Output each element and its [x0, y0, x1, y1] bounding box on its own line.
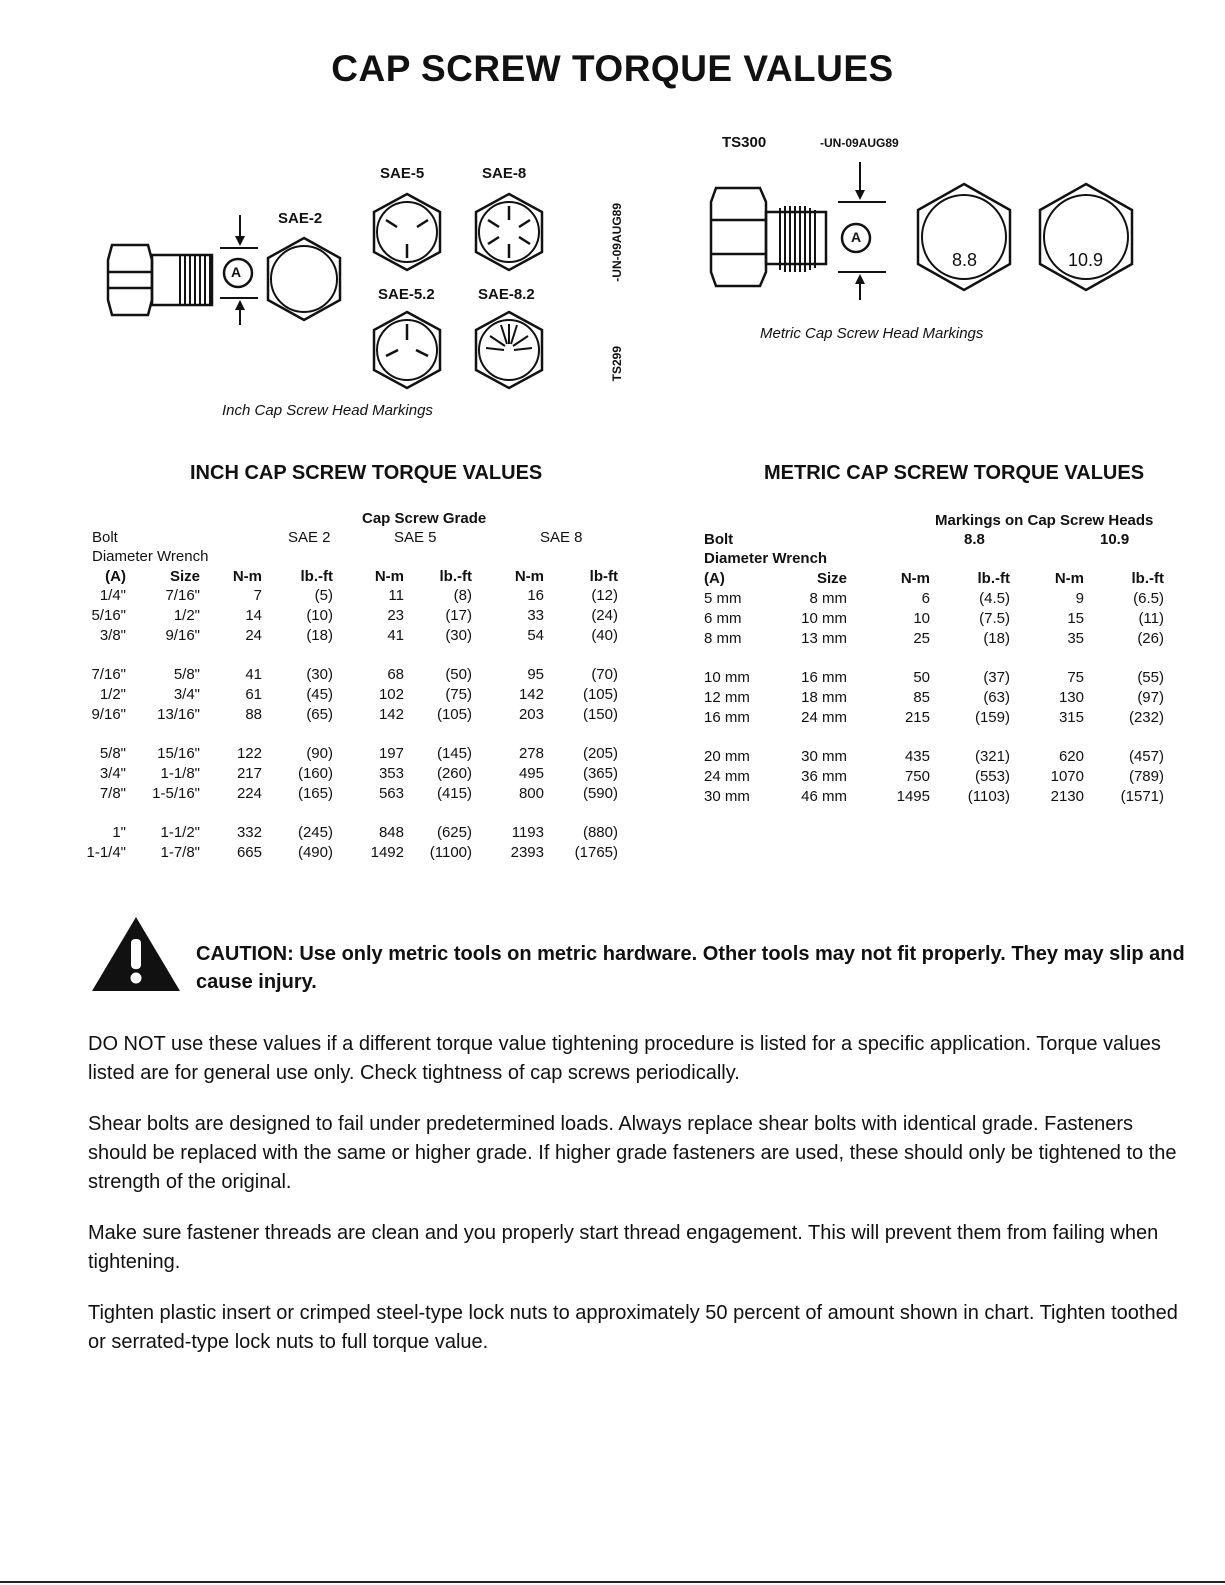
inch-cell: (145): [436, 745, 472, 762]
inch-cell: (18): [306, 627, 333, 644]
inch-cell: (590): [582, 785, 618, 802]
metric-group-header: Markings on Cap Screw Heads: [935, 512, 1154, 529]
metric-figure-caption: Metric Cap Screw Head Markings: [760, 325, 984, 342]
inch-cell: 33: [527, 607, 544, 624]
inch-cell: 224: [236, 785, 262, 802]
inch-cell: (625): [436, 824, 472, 841]
metric-col-header: N-m: [1054, 570, 1084, 587]
grade-label-sae2: SAE-2: [278, 210, 323, 227]
metric-cell: 130: [1058, 689, 1084, 706]
inch-cell: 23: [387, 607, 404, 624]
inch-cell: 2393: [510, 844, 544, 861]
inch-figure-id: TS299: [610, 346, 624, 382]
metric-cell: (1103): [967, 788, 1010, 805]
metric-grade-109: 10.9: [1100, 531, 1130, 548]
inch-cell: (40): [591, 627, 618, 644]
metric-cell: 12 mm: [704, 689, 750, 706]
inch-cell: 61: [245, 686, 262, 703]
metric-cell: (63): [983, 689, 1010, 706]
inch-cell: (205): [582, 745, 618, 762]
paragraph-shear-bolts: Shear bolts are designed to fail under predetermined loads. Always replace shear bolts with identical grade. Fasteners should be replaced with the same or higher grade. If higher grade fasteners are used, these should only be tightened to the strength of the original.: [88, 1113, 1177, 1193]
inch-grade-sae5: SAE 5: [394, 529, 437, 546]
metric-figure-id: TS300: [722, 134, 767, 151]
inch-cell: 9/16": [165, 627, 200, 644]
metric-cell: 30 mm: [704, 788, 750, 805]
inch-cell: (8): [453, 587, 472, 604]
inch-cell: 15/16": [157, 745, 200, 762]
inch-cell: (880): [582, 824, 618, 841]
metric-cell: (321): [974, 748, 1010, 765]
inch-figure-caption: Inch Cap Screw Head Markings: [222, 402, 433, 419]
inch-cell: 7/8": [99, 785, 126, 802]
metric-cell: (26): [1137, 630, 1164, 647]
metric-cell: 215: [904, 709, 930, 726]
inch-head-markings-figure: [90, 160, 610, 430]
inch-cell: 203: [518, 706, 544, 723]
metric-bolt-side-icon: [708, 160, 908, 320]
inch-cell: (105): [436, 706, 472, 723]
inch-cell: 217: [236, 765, 262, 782]
metric-cell: 25: [913, 630, 930, 647]
inch-cell: (17): [445, 607, 472, 624]
inch-grade-sae2: SAE 2: [288, 529, 331, 546]
metric-cell: (7.5): [979, 610, 1010, 627]
metric-cell: 8 mm: [809, 590, 847, 607]
inch-col-header: lb.-ft: [439, 568, 472, 585]
metric-cell: (97): [1137, 689, 1164, 706]
inch-col-header: lb.-ft: [300, 568, 333, 585]
inch-cell: (1765): [574, 844, 618, 861]
inch-cell: 800: [518, 785, 544, 802]
inch-cell: 95: [527, 666, 544, 683]
metric-cell: (18): [983, 630, 1010, 647]
metric-cell: 10 mm: [801, 610, 847, 627]
inch-cell: 5/16": [91, 607, 126, 624]
inch-cell: 197: [378, 745, 404, 762]
inch-cell: 122: [236, 745, 262, 762]
metric-cell: (1571): [1120, 788, 1164, 805]
inch-cell: 353: [378, 765, 404, 782]
warning-triangle-icon: [90, 915, 182, 995]
inch-cell: 3/8": [99, 627, 126, 644]
inch-figure-code: -UN-09AUG89: [610, 203, 624, 282]
metric-cell: (232): [1128, 709, 1164, 726]
hex-head-88-icon: [916, 182, 1012, 292]
metric-col-header: Size: [816, 570, 847, 587]
inch-cell: 54: [527, 627, 544, 644]
inch-cell: (30): [306, 666, 333, 683]
inch-cell: 7: [253, 587, 262, 604]
inch-cell: (50): [445, 666, 472, 683]
inch-cell: 88: [245, 706, 262, 723]
inch-grade-sae8: SAE 8: [540, 529, 583, 546]
inch-cell: 665: [236, 844, 262, 861]
metric-cell: 35: [1067, 630, 1084, 647]
inch-cell: 41: [245, 666, 262, 683]
grade-label-109: 10.9: [1068, 250, 1104, 270]
inch-cell: 332: [236, 824, 262, 841]
metric-cell: (553): [974, 768, 1010, 785]
grade-label-sae82: SAE-8.2: [478, 286, 535, 303]
metric-cell: 30 mm: [801, 748, 847, 765]
inch-cell: (365): [582, 765, 618, 782]
inch-cell: 1-1/2": [160, 824, 200, 841]
inch-cell: (245): [297, 824, 333, 841]
metric-cell: 15: [1067, 610, 1084, 627]
metric-cell: 18 mm: [801, 689, 847, 706]
metric-table-title: METRIC CAP SCREW TORQUE VALUES: [764, 462, 1145, 484]
metric-cell: (159): [974, 709, 1010, 726]
inch-cell: (490): [297, 844, 333, 861]
hex-head-109-icon: [1038, 182, 1134, 292]
inch-cell: (90): [306, 745, 333, 762]
inch-cell: (105): [582, 686, 618, 703]
page-bottom-rule: [0, 1581, 1225, 1583]
metric-cell: 435: [904, 748, 930, 765]
inch-cell: (65): [306, 706, 333, 723]
metric-col-header: (A): [704, 570, 725, 587]
inch-cell: (5): [314, 587, 333, 604]
metric-dimension-a-label: A: [851, 229, 862, 245]
hex-head-sae5-icon: [372, 192, 442, 272]
inch-cell: 3/4": [173, 686, 200, 703]
metric-cell: 9: [1075, 590, 1084, 607]
inch-cell: 7/16": [91, 666, 126, 683]
metric-cell: 6 mm: [704, 610, 742, 627]
metric-cell: (6.5): [1133, 590, 1164, 607]
inch-col-header: N-m: [514, 568, 544, 585]
inch-cell: 142: [378, 706, 404, 723]
hex-head-sae52-icon: [372, 310, 442, 390]
inch-cell: 1-1/8": [160, 765, 200, 782]
inch-cell: 1": [112, 824, 126, 841]
metric-cell: 8 mm: [704, 630, 742, 647]
metric-cell: 16 mm: [704, 709, 750, 726]
inch-cell: 1-5/16": [152, 785, 200, 802]
inch-cell: (12): [591, 587, 618, 604]
inch-cell: 24: [245, 627, 262, 644]
inch-cell: (24): [591, 607, 618, 624]
metric-head-markings-figure: [700, 130, 1180, 350]
inch-cell: 1-1/4": [86, 844, 126, 861]
inch-cell: 41: [387, 627, 404, 644]
inch-cell: 1/2": [173, 607, 200, 624]
inch-bolt-label: Bolt: [92, 529, 118, 546]
metric-cell: 16 mm: [801, 669, 847, 686]
metric-cell: 1070: [1050, 768, 1084, 785]
inch-col-header: lb-ft: [589, 568, 618, 585]
caution-text: CAUTION: Use only metric tools on metric hardware. Other tools may not fit properly. They may slip and cause injury.: [196, 943, 1185, 993]
inch-cell: 563: [378, 785, 404, 802]
metric-cell: 10: [913, 610, 930, 627]
inch-cell: (70): [591, 666, 618, 683]
inch-cell: (260): [436, 765, 472, 782]
inch-cell: 142: [518, 686, 544, 703]
inch-cell: 3/4": [99, 765, 126, 782]
inch-cell: 102: [378, 686, 404, 703]
paragraph-threads: Make sure fastener threads are clean and you properly start thread engagement. This will prevent them from failing when tightening.: [88, 1222, 1159, 1273]
hex-head-sae82-icon: [474, 310, 544, 390]
inch-dimension-a-label: A: [231, 264, 242, 280]
metric-cell: 20 mm: [704, 748, 750, 765]
metric-cell: 2130: [1050, 788, 1084, 805]
inch-cell: (30): [445, 627, 472, 644]
inch-cell: (45): [306, 686, 333, 703]
grade-label-sae5: SAE-5: [380, 165, 425, 182]
metric-grade-88: 8.8: [964, 531, 985, 548]
metric-cell: 1495: [896, 788, 930, 805]
metric-cell: 50: [913, 669, 930, 686]
inch-cell: 278: [518, 745, 544, 762]
inch-cell: 11: [388, 587, 404, 604]
metric-cell: (37): [983, 669, 1010, 686]
inch-cell: 1492: [370, 844, 404, 861]
inch-cell: 848: [378, 824, 404, 841]
inch-cell: 1/4": [99, 587, 126, 604]
inch-cell: 14: [245, 607, 262, 624]
metric-cell: (4.5): [979, 590, 1010, 607]
metric-cell: 24 mm: [801, 709, 847, 726]
inch-cell: (165): [297, 785, 333, 802]
inch-cell: (1100): [429, 844, 472, 861]
inch-col-header: Size: [169, 568, 200, 585]
paragraph-torque-values: DO NOT use these values if a different torque value tightening procedure is listed for a specific application. Torque values listed are for general use only. Check tightness of cap screws periodically.: [88, 1033, 1161, 1084]
inch-col-header: N-m: [232, 568, 262, 585]
inch-cell: 13/16": [157, 706, 200, 723]
metric-cell: 620: [1058, 748, 1084, 765]
inch-cell: 1/2": [99, 686, 126, 703]
inch-cell: 495: [518, 765, 544, 782]
metric-col-header: lb.-ft: [1131, 570, 1164, 587]
metric-cell: (457): [1128, 748, 1164, 765]
inch-cell: 1-7/8": [160, 844, 200, 861]
metric-cell: 46 mm: [801, 788, 847, 805]
hex-head-sae2-icon: [266, 236, 342, 322]
inch-col-header: N-m: [374, 568, 404, 585]
hex-head-sae8-icon: [474, 192, 544, 272]
metric-cell: 750: [904, 768, 930, 785]
inch-cell: 5/8": [99, 745, 126, 762]
grade-label-sae52: SAE-5.2: [378, 286, 435, 303]
paragraph-lock-nuts: Tighten plastic insert or crimped steel-type lock nuts to approximately 50 percent of amount shown in chart. Tighten toothed or serrated-type lock nuts to full torque value.: [88, 1302, 1178, 1353]
inch-group-header: Cap Screw Grade: [362, 510, 487, 527]
metric-diameter-wrench-label: Diameter Wrench: [704, 550, 828, 567]
metric-cell: 5 mm: [704, 590, 742, 607]
inch-cell: (150): [582, 706, 618, 723]
inch-cell: 9/16": [91, 706, 126, 723]
metric-cell: 85: [913, 689, 930, 706]
inch-cell: 5/8": [173, 666, 200, 683]
inch-cell: 1193: [511, 824, 544, 841]
inch-cell: 68: [387, 666, 404, 683]
metric-cell: 36 mm: [801, 768, 847, 785]
inch-cell: 16: [527, 587, 544, 604]
inch-diameter-wrench-label: Diameter Wrench: [92, 548, 209, 565]
metric-cell: (11): [1138, 610, 1164, 627]
inch-cell: (415): [436, 785, 472, 802]
grade-label-sae8: SAE-8: [482, 165, 527, 182]
metric-bolt-label: Bolt: [704, 531, 734, 548]
metric-cell: (789): [1128, 768, 1164, 785]
inch-cell: (75): [445, 686, 472, 703]
metric-cell: 75: [1067, 669, 1084, 686]
metric-figure-code: -UN-09AUG89: [820, 136, 899, 150]
inch-cell: (10): [306, 607, 333, 624]
metric-cell: 10 mm: [704, 669, 750, 686]
metric-cell: 315: [1058, 709, 1084, 726]
metric-cell: (55): [1137, 669, 1164, 686]
metric-col-header: lb.-ft: [977, 570, 1010, 587]
metric-cell: 24 mm: [704, 768, 750, 785]
inch-col-header: (A): [105, 568, 126, 585]
metric-col-header: N-m: [900, 570, 930, 587]
grade-label-88: 8.8: [952, 250, 978, 270]
metric-cell: 13 mm: [801, 630, 847, 647]
metric-cell: 6: [921, 590, 930, 607]
page-title: CAP SCREW TORQUE VALUES: [331, 48, 894, 89]
inch-table-title: INCH CAP SCREW TORQUE VALUES: [190, 462, 543, 484]
inch-cell: 7/16": [165, 587, 200, 604]
inch-cell: (160): [297, 765, 333, 782]
